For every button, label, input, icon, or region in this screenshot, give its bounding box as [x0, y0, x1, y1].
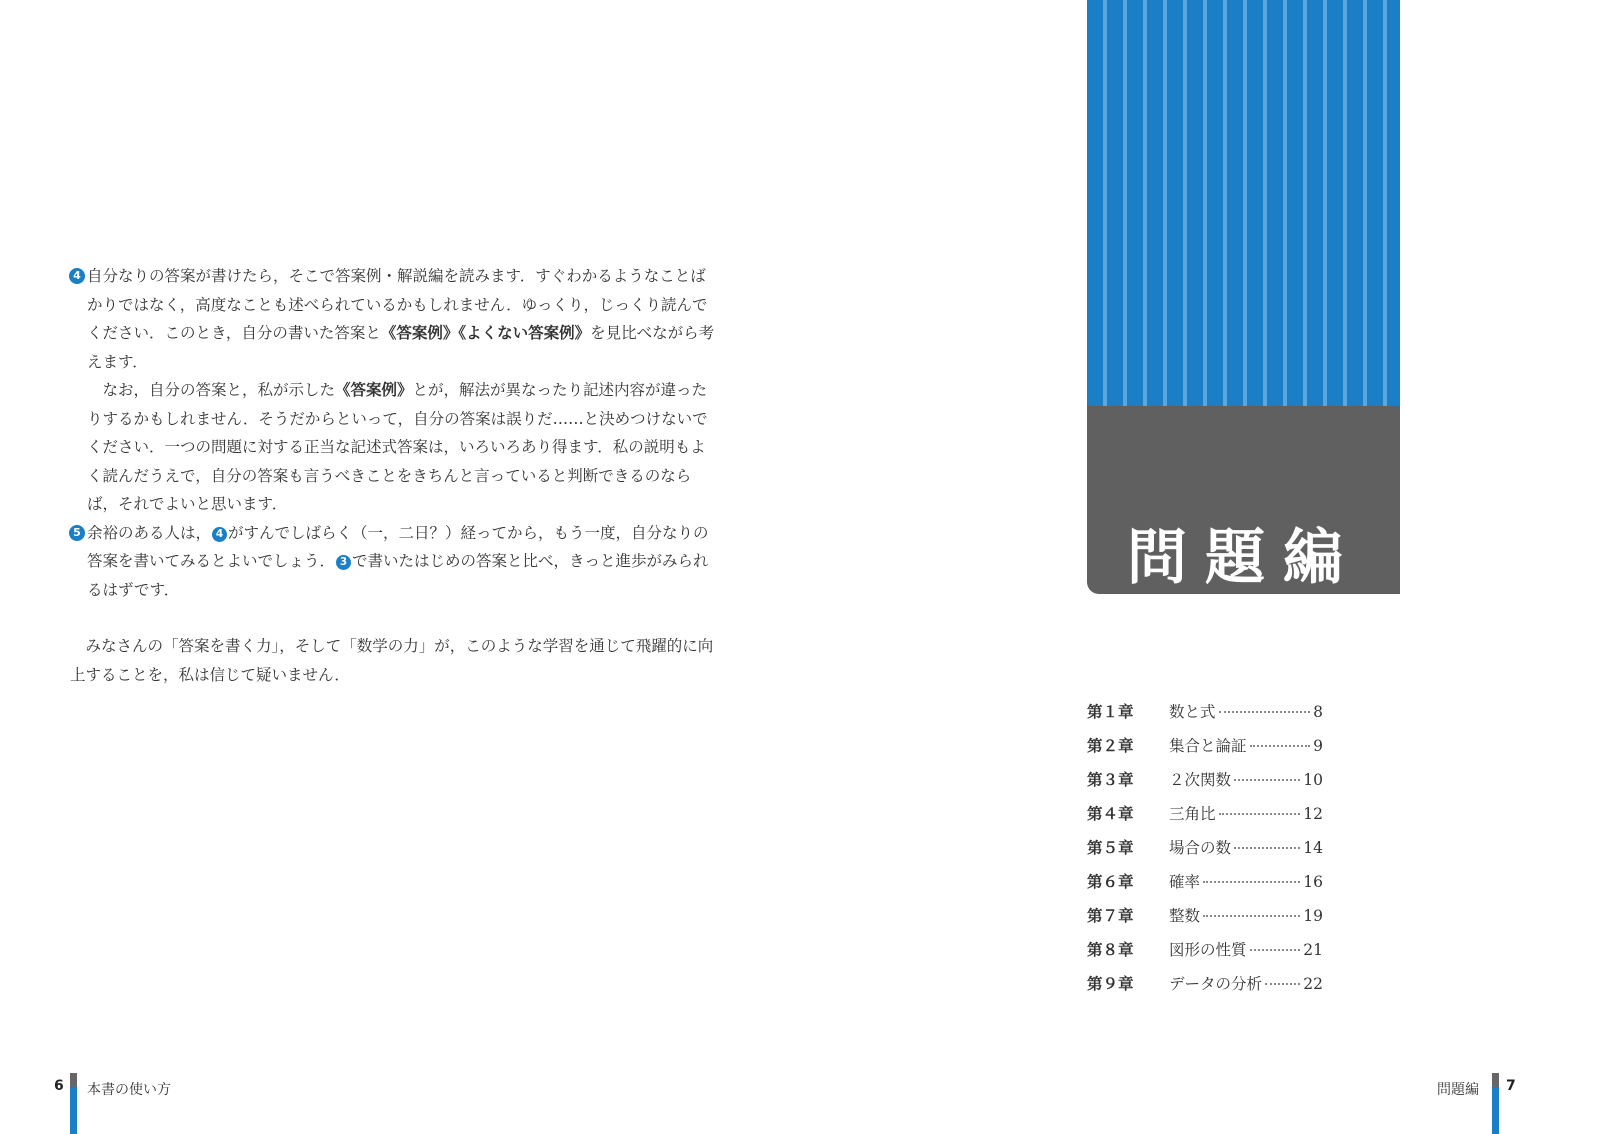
toc-row [1087, 836, 1323, 870]
toc-leader-dots [1203, 881, 1300, 883]
toc-chapter-label: 第５章 [1087, 839, 1134, 857]
toc-chapter-label: 第６章 [1087, 873, 1134, 891]
footer-marker-gray [70, 1073, 77, 1087]
toc-chapter-title: 場合の数 [1169, 839, 1232, 857]
toc-chapter-label: 第７章 [1087, 907, 1134, 925]
toc-row [1087, 734, 1323, 768]
toc-chapter-label: 第４章 [1087, 805, 1134, 823]
striped-header-decoration [1087, 0, 1400, 406]
toc-leader-dots [1234, 779, 1300, 781]
toc-page-number: 16 [1303, 873, 1323, 891]
toc-chapter-title: 数と式 [1169, 703, 1216, 721]
toc-chapter-title: 集合と論証 [1169, 737, 1247, 755]
toc-row [1087, 768, 1323, 802]
text-segment: を見比べながら考えます． [87, 324, 715, 371]
table-of-contents [1087, 700, 1323, 1006]
footer-marker-blue [1492, 1087, 1499, 1134]
list-item-4 [70, 262, 720, 519]
text-segment: 余裕のある人は， [87, 523, 212, 542]
toc-chapter-title: 整数 [1169, 907, 1201, 925]
item-4-paragraph-2 [87, 376, 720, 519]
toc-chapter-label: 第３章 [1087, 771, 1134, 789]
text-segment: で書いたはじめの答案と比べ，きっと進歩がみられるはずです． [87, 552, 709, 599]
toc-leader-dots [1250, 745, 1311, 747]
toc-row [1087, 700, 1323, 734]
footer-marker-blue [70, 1087, 77, 1134]
toc-page-number: 8 [1313, 703, 1323, 721]
emphasis-answer-examples: 《答案例》《よくない答案例》 [380, 324, 591, 342]
item-4-paragraph-1 [87, 262, 720, 376]
toc-page-number: 9 [1313, 737, 1323, 755]
toc-row [1087, 972, 1323, 1006]
toc-leader-dots [1250, 949, 1301, 951]
toc-leader-dots [1234, 847, 1300, 849]
toc-leader-dots [1219, 813, 1301, 815]
step-number-4: 4 [69, 268, 85, 284]
toc-chapter-label: 第２章 [1087, 737, 1134, 755]
text-segment: とが，解法が異なったり記述内容が違ったりするかもしれません．そうだからといって，自分の答案は誤りだ……と決めつけないでください．一つの問題に対する正当な記述式答案は，いろいろあり得ます．私の説明もよく読んだうえで，自分の答案も言うべきことをきちんと言っていると判断できるのならば，それでよいと思います． [87, 381, 708, 513]
toc-chapter-label: 第１章 [1087, 703, 1134, 721]
toc-page-number: 21 [1303, 941, 1323, 959]
toc-chapter-title: 図形の性質 [1169, 941, 1247, 959]
body-text [70, 262, 720, 689]
toc-chapter-title: データの分析 [1169, 975, 1263, 993]
toc-chapter-title: ２次関数 [1169, 771, 1232, 789]
running-footer-label: 本書の使い方 [87, 1082, 171, 1098]
page-number: 7 [1506, 1078, 1516, 1094]
toc-page-number: 12 [1303, 805, 1323, 823]
section-title-band [1087, 406, 1400, 594]
toc-leader-dots [1219, 711, 1311, 713]
toc-row [1087, 870, 1323, 904]
page-number: 6 [54, 1078, 64, 1094]
list-item-5 [70, 519, 720, 605]
toc-leader-dots [1265, 983, 1300, 985]
section-title: 問題編 [1127, 523, 1361, 593]
right-page [800, 0, 1600, 1134]
item-5-paragraph [87, 519, 720, 605]
toc-row [1087, 802, 1323, 836]
toc-chapter-title: 確率 [1169, 873, 1201, 891]
text-segment: なお，自分の答案と，私が示した [102, 381, 336, 399]
text-segment: がすんでしばらく（一，二日？）経ってから，もう一度，自分なりの答案を書いてみるとよいでしょう． [87, 523, 709, 570]
step-number-5: 5 [69, 525, 85, 541]
toc-leader-dots [1203, 915, 1300, 917]
step-reference-4: 4 [212, 527, 227, 542]
toc-page-number: 22 [1303, 975, 1323, 993]
toc-page-number: 19 [1303, 907, 1323, 925]
step-reference-3: 3 [336, 555, 351, 570]
closing-paragraph: みなさんの「答案を書く力」，そして「数学の力」が，このような学習を通じて飛躍的に向上することを，私は信じて疑いません． [70, 637, 714, 684]
toc-page-number: 14 [1303, 839, 1323, 857]
text-segment: 自分なりの答案が書けたら，そこで答案例・解説編を読みます．すぐわかるようなことばかりではなく，高度なことも述べられているかもしれません．ゆっくり，じっくり読んでください．このとき，自分の書いた答案と [87, 267, 708, 342]
toc-chapter-label: 第８章 [1087, 941, 1134, 959]
footer-marker-gray [1492, 1073, 1499, 1087]
toc-chapter-label: 第９章 [1087, 975, 1134, 993]
toc-page-number: 10 [1303, 771, 1323, 789]
toc-row [1087, 938, 1323, 972]
toc-chapter-title: 三角比 [1169, 805, 1216, 823]
toc-row [1087, 904, 1323, 938]
emphasis-answer-example: 《答案例》 [335, 381, 413, 399]
running-footer-label: 問題編 [1437, 1082, 1479, 1098]
